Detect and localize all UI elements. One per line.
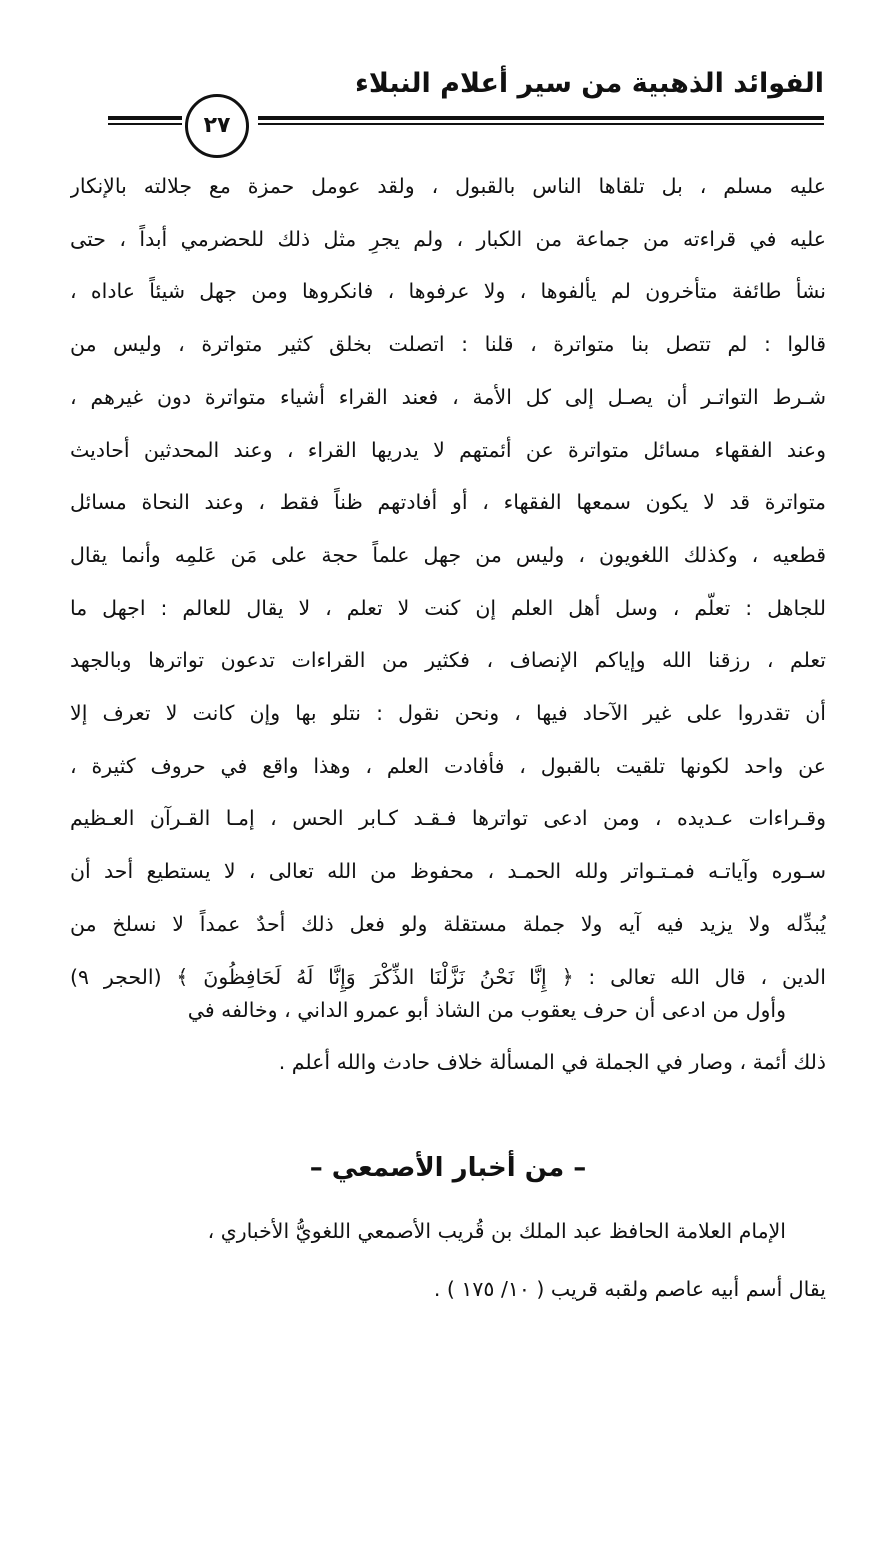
text-line: أن تقدروا على غير الآحاد فيها ، ونحن نقول : نتلو بها وإن كانت لا تعرف إلا <box>70 701 826 726</box>
text-line: سـوره وآياتـه فمـتـواتر ولله الحمـد ، محفوظ من الله تعالى ، لا يستطيع أحد أن <box>70 859 826 884</box>
text-line: قطعيه ، وكذلك اللغويون ، وليس من جهل علماً حجة على مَن عَلمِه وأنما يقال <box>70 542 826 567</box>
text-line: يُبدِّله ولا يزيد فيه آيه ولا جملة مستقلة ولو فعل ذلك أحدٌ عمداً لا نسلخ من <box>70 911 826 936</box>
text-line: عليه مسلم ، بل تلقاها الناس بالقبول ، ولقد عومل حمزة مع جلالته بالإنكار <box>70 174 826 198</box>
text-line: وعند الفقهاء مسائل متواترة عن أئمتهم لا يدريها القراء ، وعند المحدثين أحاديث <box>70 437 826 462</box>
text-line: ذلك أئمة ، وصار في الجملة في المسألة خلاف حادث والله أعلم . <box>278 1050 826 1074</box>
main-paragraph <box>70 160 826 1003</box>
text-line: متواترة قد لا يكون سمعها الفقهاء ، أو أفادتهم ظناً فقط ، وعند النحاة مسائل <box>70 490 826 515</box>
second-paragraph <box>70 984 826 1088</box>
text-line: تعلم ، رزقنا الله وإياكم الإنصاف ، فكثير من القراءات تدعون تواترها وبالجهد <box>70 648 826 673</box>
section-paragraph <box>70 1202 826 1318</box>
text-line: نشأ طائفة متأخرون لم يألفوها ، ولا عرفوها ، فانكروها ومن جهل شيئاً عاداه ، <box>70 279 826 304</box>
quran-citation-line: الدين ، قال الله تعالى : ﴿ إِنَّا نَحْنُ نَزَّلْنَا الذِّكْرَ وَإِنَّا لَهُ لَحَافِظُونَ ﴾ (الحجر ٩) <box>70 964 826 989</box>
header-rule-right <box>258 116 824 126</box>
running-header-title: الفوائد الذهبية من سير أعلام النبلاء <box>355 68 824 99</box>
page-number: ٢٧ <box>185 94 249 158</box>
text-line: وقـراءات عـديده ، ومن ادعى تواترها فـقـد كـابر الحس ، إمـا القـرآن العـظيم <box>70 806 826 831</box>
text-line: عن واحد لكونها تلقيت بالقبول ، فأفادت العلم ، وهذا واقع في حروف كثيرة ، <box>70 753 826 778</box>
text-line: عليه في قراءته من جماعة من الكبار ، ولم يجرِ مثل ذلك للحضرمي أبداً ، حتى <box>70 226 826 251</box>
text-line: قالوا : لم تتصل بنا متواترة ، قلنا : اتصلت بخلق كثير متواترة ، وليس من <box>70 332 826 357</box>
text-line: الإمام العلامة الحافظ عبد الملك بن قُريب الأصمعي اللغويُّ الأخباري ، <box>207 1219 786 1243</box>
section-heading: – من أخبار الأصمعي – <box>309 1153 587 1183</box>
text-line: للجاهل : تعلّم ، وسل أهل العلم إن كنت لا تعلم ، لا يقال للعالم : اجهل ما <box>70 595 826 620</box>
text-line: شـرط التواتـر أن يصـل إلى كل الأمة ، فعند القراء أشياء متواترة دون غيرهم ، <box>70 384 826 409</box>
text-line: يقال أسم أبيه عاصم ولقبه قريب ( ١٠/ ١٧٥ ) . <box>433 1277 826 1301</box>
header-rule-left <box>108 116 182 126</box>
text-line: وأول من ادعى أن حرف يعقوب من الشاذ أبو عمرو الداني ، وخالفه في <box>187 998 786 1022</box>
